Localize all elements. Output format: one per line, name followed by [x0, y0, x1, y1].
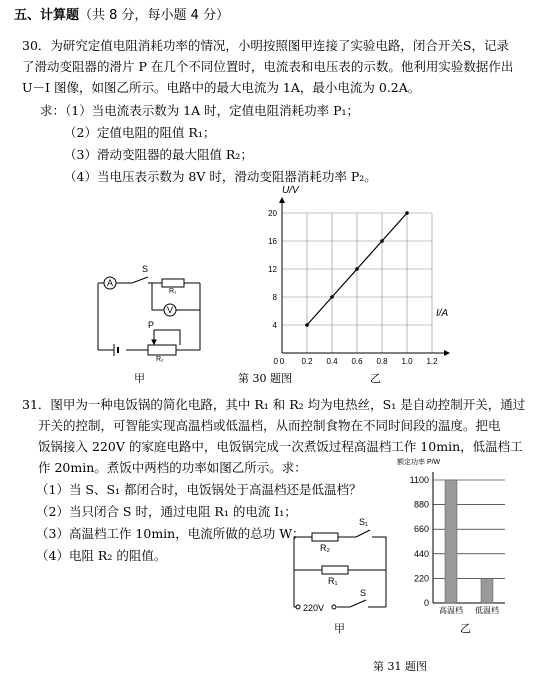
r1-label: R₁ [328, 576, 338, 586]
y-tick-label: 8 [272, 293, 277, 302]
y-tick-label: 880 [413, 499, 429, 510]
y-tick-label: 16 [268, 237, 277, 246]
bar [481, 578, 493, 603]
x-tick-label: 1.0 [401, 357, 413, 366]
y-tick-label: 220 [413, 573, 429, 584]
origin-label: 0 [273, 357, 278, 366]
y-axis-label: U/V [282, 185, 299, 196]
q30-line-3: U－I 图像，如图乙所示。电路中的最大电流为 1A，最小电流为 0.2A。 [22, 80, 421, 95]
q30-sub-4: （4）当电压表示数为 8V 时，滑动变阻器消耗功率 P₂。 [64, 169, 377, 184]
x-tick-label: 0.6 [351, 357, 363, 366]
chart-tick-labels [268, 209, 438, 366]
category-label: 低温档 [475, 606, 499, 615]
y-tick-label: 4 [272, 321, 277, 330]
chart-axes [279, 197, 450, 356]
q31-circuit-diagram [282, 512, 397, 620]
q30-sub-3: （3）滑动变阻器的最大阻值 R₂； [64, 147, 253, 162]
voltmeter-label: V [167, 305, 174, 315]
q31-sub-2: （2）当只闭合 S 时，通过电阻 R₁ 的电流 I₁； [36, 504, 297, 519]
q30-ask: 求：（1）当电流表示数为 1A 时，定值电阻消耗功率 P₁； [40, 103, 360, 118]
data-point [355, 267, 359, 271]
q31-line-4: 作 20min。煮饭中两档的功率如图乙所示。求： [38, 460, 307, 475]
q31-line-1: 31．图甲为一种电饭锅的简化电路，其中 R₁ 和 R₂ 均为电热丝，S₁ 是自动控制开关，通过 [22, 397, 526, 412]
y-axis-label: 额定功率 P/W [397, 459, 441, 466]
q31-caption: 第 31 题图 [373, 660, 427, 673]
category-label: 高温档 [439, 606, 463, 615]
q30-line-1: 30．为研究定值电阻消耗功率的情况，小明按照图甲连接了实验电路，闭合开关S，记录 [22, 38, 509, 53]
bar [445, 480, 457, 603]
q30-fig-yi: 乙 [370, 372, 381, 385]
x-tick-label: 1.2 [426, 357, 438, 366]
q31-line-2: 开关的控制，可智能实现高温档或低温档，从而控制食物在不同时间段的温度。把电 [38, 418, 501, 433]
s-label: S [360, 588, 367, 598]
data-point [305, 323, 309, 327]
q30-circuit-diagram [90, 258, 220, 373]
data-point [330, 295, 334, 299]
x-axis-label: I/A [436, 308, 449, 319]
slider-label: P [148, 320, 155, 330]
r2-label: R₂ [156, 356, 164, 363]
y-axis-arrow [279, 197, 285, 203]
r1-label: R₁ [169, 288, 177, 295]
x-tick-label: 0.8 [376, 357, 388, 366]
chart-axes [433, 472, 505, 603]
ammeter-label: A [107, 278, 114, 288]
y-tick-label: 1100 [409, 475, 429, 485]
switch-label: S [142, 264, 149, 274]
section-title [14, 8, 229, 24]
q30-sub-2: （2）定值电阻的阻值 R₁； [64, 125, 216, 140]
q31-fig-yi: 乙 [460, 622, 471, 635]
q30-line-2: 了滑动变阻器的滑片 P 在几个不同位置时，电流表和电压表的示数。他利用实验数据作出 [22, 59, 514, 74]
q31-fig-jia: 甲 [334, 622, 345, 635]
chart-category-labels [439, 605, 499, 615]
data-point [405, 211, 409, 215]
chart-tick-labels [410, 475, 429, 608]
q31-sub-3: （3）高温档工作 10min，电流所做的总功 W； [36, 526, 305, 541]
data-point [380, 239, 384, 243]
section-note: （共 8 分，每小题 4 分） [79, 8, 230, 23]
y-tick-label: 0 [423, 598, 429, 608]
y-tick-label: 12 [268, 265, 277, 274]
q30-ui-chart [260, 183, 450, 368]
x-axis-arrow [444, 350, 450, 356]
q31-sub-4: （4）电阻 R₂ 的阻值。 [36, 548, 167, 563]
y-tick-label: 20 [268, 209, 277, 218]
q30-fig-jia: 甲 [134, 372, 145, 385]
chart-grid [433, 480, 505, 578]
x-tick-label: 0.4 [326, 357, 338, 366]
x-tick-label: 0 [279, 357, 285, 366]
chart-grid [282, 213, 432, 353]
chart-bars [445, 480, 493, 603]
x-tick-label: 0.2 [301, 357, 313, 366]
q31-power-bar-chart [395, 455, 515, 627]
y-tick-label: 660 [413, 524, 429, 535]
q30-caption: 第 30 题图 [238, 372, 292, 385]
r2-label: R₂ [320, 543, 330, 553]
q31-sub-1: （1）当 S、S₁ 都闭合时，电饭锅处于高温档还是低温档？ [36, 482, 362, 497]
supply-label: 220V [303, 603, 325, 613]
y-tick-label: 440 [413, 548, 429, 559]
s1-label: S₁ [359, 517, 369, 527]
q31-line-3: 饭锅接入 220V 的家庭电路中，电饭锅完成一次煮饭过程高温档工作 10min，低温档工 [38, 439, 523, 454]
section-title-text: 五、计算题 [14, 8, 80, 23]
